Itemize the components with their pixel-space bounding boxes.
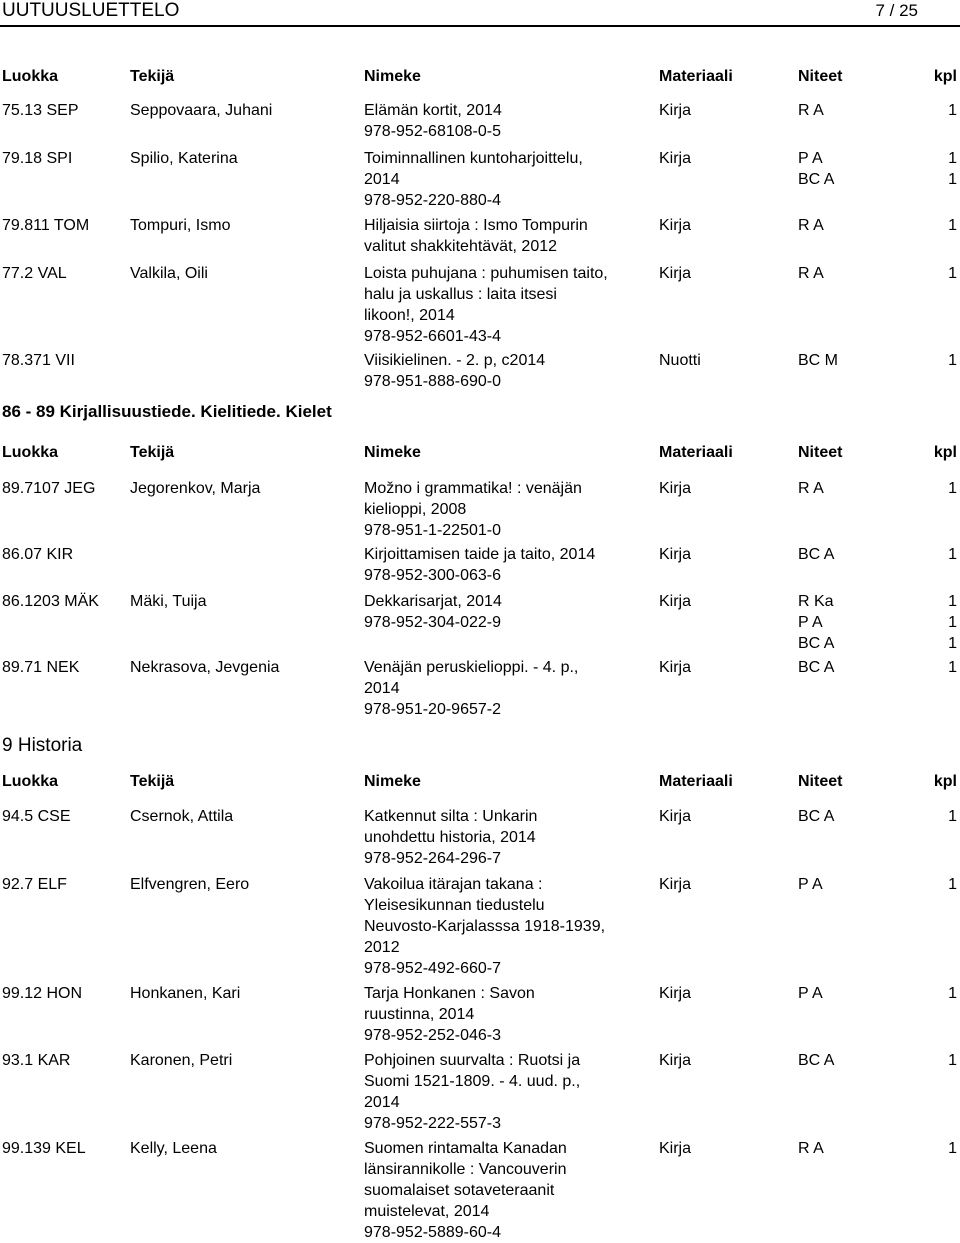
cell-nimeke: [364, 148, 649, 211]
cell-materiaali: Kirja: [659, 480, 692, 497]
kpl-line: 1: [948, 659, 957, 676]
column-header-nimeke: Nimeke: [364, 444, 421, 461]
nimeke-line: Elämän kortit, 2014: [364, 102, 502, 119]
nimeke-line: 2012: [364, 939, 400, 956]
cell-niteet: [798, 350, 838, 371]
nimeke-line: ruustinna, 2014: [364, 1006, 475, 1023]
column-header-niteet: Niteet: [798, 444, 843, 461]
cell-luokka: 89.71 NEK: [2, 659, 80, 676]
cell-kpl: [943, 1050, 957, 1071]
nimeke-line: Katkennut silta : Unkarin: [364, 808, 538, 825]
cell-nimeke: [364, 478, 649, 541]
kpl-line: 1: [948, 171, 957, 188]
nimeke-line: 978-952-492-660-7: [364, 960, 501, 977]
cell-niteet: [798, 591, 834, 654]
cell-materiaali: Kirja: [659, 217, 692, 234]
nimeke-line: 978-952-264-296-7: [364, 850, 501, 867]
kpl-line: 1: [948, 876, 957, 893]
column-header-tekija: Tekijä: [130, 444, 175, 461]
cell-tekija: Seppovaara, Juhani: [130, 102, 273, 119]
niteet-line: BC A: [798, 171, 835, 188]
column-header-tekija: Tekijä: [130, 773, 175, 790]
cell-kpl: [943, 263, 957, 284]
cell-kpl: [943, 806, 957, 827]
cell-niteet: [798, 874, 823, 895]
kpl-line: 1: [948, 1052, 957, 1069]
page-header: [0, 0, 960, 25]
cell-kpl: [943, 1138, 957, 1159]
cell-nimeke: [364, 806, 649, 869]
column-header-materiaali: Materiaali: [659, 68, 733, 85]
niteet-line: BC M: [798, 352, 838, 369]
cell-niteet: [798, 544, 834, 565]
nimeke-line: 978-951-1-22501-0: [364, 522, 501, 539]
kpl-line: 1: [948, 150, 957, 167]
section-title: 9 Historia: [2, 735, 83, 756]
nimeke-line: Suomen rintamalta Kanadan: [364, 1140, 567, 1157]
nimeke-line: 978-952-304-022-9: [364, 614, 501, 631]
nimeke-line: Viisikielinen. - 2. p, c2014: [364, 352, 546, 369]
cell-tekija: Karonen, Petri: [130, 1052, 233, 1069]
cell-nimeke: [364, 215, 649, 257]
kpl-line: 1: [948, 480, 957, 497]
cell-luokka: 94.5 CSE: [2, 808, 71, 825]
nimeke-line: Venäjän peruskielioppi. - 4. p.,: [364, 659, 579, 676]
nimeke-line: 978-952-252-046-3: [364, 1027, 501, 1044]
cell-kpl: [943, 874, 957, 895]
cell-materiaali: Kirja: [659, 985, 692, 1002]
nimeke-line: Hiljaisia siirtoja : Ismo Tompurin: [364, 217, 588, 234]
cell-tekija: Tompuri, Ismo: [130, 217, 231, 234]
cell-tekija: Csernok, Attila: [130, 808, 234, 825]
column-header-luokka: Luokka: [2, 773, 59, 790]
nimeke-line: likoon!, 2014: [364, 307, 455, 324]
niteet-line: BC A: [798, 635, 835, 652]
cell-luokka: 99.139 KEL: [2, 1140, 86, 1157]
niteet-line: R A: [798, 480, 824, 497]
niteet-line: BC A: [798, 1052, 835, 1069]
cell-luokka: 92.7 ELF: [2, 876, 67, 893]
kpl-line: 1: [948, 635, 957, 652]
cell-nimeke: [364, 544, 649, 586]
cell-niteet: [798, 1050, 834, 1071]
kpl-line: 1: [948, 985, 957, 1002]
nimeke-line: 978-952-220-880-4: [364, 192, 501, 209]
column-header-luokka: Luokka: [2, 444, 59, 461]
cell-luokka: 78.371 VII: [2, 352, 75, 369]
cell-luokka: 99.12 HON: [2, 985, 83, 1002]
cell-materiaali: Kirja: [659, 150, 692, 167]
niteet-line: P A: [798, 614, 823, 631]
cell-luokka: 86.1203 MÄK: [2, 593, 99, 610]
nimeke-line: länsirannikolle : Vancouverin: [364, 1161, 567, 1178]
cell-materiaali: Kirja: [659, 265, 692, 282]
kpl-line: 1: [948, 265, 957, 282]
nimeke-line: Dekkarisarjat, 2014: [364, 593, 502, 610]
kpl-line: 1: [948, 217, 957, 234]
niteet-line: R A: [798, 1140, 824, 1157]
page-number: 7 / 25: [875, 1, 918, 20]
cell-kpl: [943, 478, 957, 499]
kpl-line: 1: [948, 808, 957, 825]
column-header-nimeke: Nimeke: [364, 773, 421, 790]
nimeke-line: Tarja Honkanen : Savon: [364, 985, 535, 1002]
nimeke-line: Suomi 1521-1809. - 4. uud. p.,: [364, 1073, 581, 1090]
nimeke-line: 978-952-300-063-6: [364, 567, 501, 584]
nimeke-line: Kirjoittamisen taide ja taito, 2014: [364, 546, 596, 563]
cell-luokka: 79.18 SPI: [2, 150, 73, 167]
niteet-line: BC A: [798, 808, 835, 825]
cell-kpl: [943, 544, 957, 565]
niteet-line: BC A: [798, 659, 835, 676]
nimeke-line: 2014: [364, 171, 400, 188]
niteet-line: R A: [798, 265, 824, 282]
cell-nimeke: [364, 1050, 649, 1134]
nimeke-line: 978-952-6601-43-4: [364, 328, 501, 345]
cell-tekija: Nekrasova, Jevgenia: [130, 659, 280, 676]
cell-tekija: Mäki, Tuija: [130, 593, 207, 610]
cell-kpl: [943, 983, 957, 1004]
nimeke-line: 978-952-68108-0-5: [364, 123, 501, 140]
cell-niteet: [798, 1138, 824, 1159]
niteet-line: P A: [798, 985, 823, 1002]
nimeke-line: 2014: [364, 1094, 400, 1111]
cell-kpl: [943, 100, 957, 121]
cell-materiaali: Kirja: [659, 1140, 692, 1157]
cell-kpl: [943, 148, 957, 190]
header-rule: [0, 25, 960, 27]
niteet-line: P A: [798, 150, 823, 167]
cell-nimeke: [364, 263, 649, 347]
nimeke-line: halu ja uskallus : laita itsesi: [364, 286, 557, 303]
section-title: 86 - 89 Kirjallisuustiede. Kielitiede. Kielet: [2, 402, 332, 421]
nimeke-line: 978-951-20-9657-2: [364, 701, 501, 718]
column-header-luokka: Luokka: [2, 68, 59, 85]
nimeke-line: Možno i grammatika! : venäjän: [364, 480, 582, 497]
cell-kpl: [943, 215, 957, 236]
cell-materiaali: Nuotti: [659, 352, 701, 369]
cell-materiaali: Kirja: [659, 1052, 692, 1069]
nimeke-line: unohdettu historia, 2014: [364, 829, 536, 846]
nimeke-line: muistelevat, 2014: [364, 1203, 490, 1220]
cell-niteet: [798, 215, 824, 236]
cell-tekija: Honkanen, Kari: [130, 985, 241, 1002]
cell-nimeke: [364, 1138, 649, 1243]
cell-nimeke: [364, 874, 649, 979]
nimeke-line: Pohjoinen suurvalta : Ruotsi ja: [364, 1052, 581, 1069]
column-header-materiaali: Materiaali: [659, 444, 733, 461]
column-header-nimeke: Nimeke: [364, 68, 421, 85]
nimeke-line: kielioppi, 2008: [364, 501, 467, 518]
cell-tekija: Spilio, Katerina: [130, 150, 238, 167]
page-title: UUTUUSLUETTELO: [2, 0, 180, 21]
cell-luokka: 93.1 KAR: [2, 1052, 71, 1069]
cell-materiaali: Kirja: [659, 876, 692, 893]
column-header-kpl: kpl: [933, 773, 957, 790]
nimeke-line: Yleisesikunnan tiedustelu: [364, 897, 545, 914]
niteet-line: R Ka: [798, 593, 834, 610]
nimeke-line: 978-952-222-557-3: [364, 1115, 501, 1132]
kpl-line: 1: [948, 593, 957, 610]
nimeke-line: Toiminnallinen kuntoharjoittelu,: [364, 150, 583, 167]
cell-tekija: Valkila, Oili: [130, 265, 208, 282]
cell-niteet: [798, 983, 823, 1004]
cell-nimeke: [364, 983, 649, 1046]
cell-tekija: Kelly, Leena: [130, 1140, 217, 1157]
nimeke-line: suomalaiset sotaveteraanit: [364, 1182, 555, 1199]
column-header-tekija: Tekijä: [130, 68, 175, 85]
cell-nimeke: [364, 350, 649, 392]
nimeke-line: Loista puhujana : puhumisen taito,: [364, 265, 608, 282]
cell-kpl: [943, 591, 957, 654]
cell-luokka: 77.2 VAL: [2, 265, 67, 282]
column-header-kpl: kpl: [933, 444, 957, 461]
nimeke-line: valitut shakkitehtävät, 2012: [364, 238, 558, 255]
cell-materiaali: Kirja: [659, 593, 692, 610]
niteet-line: R A: [798, 217, 824, 234]
niteet-line: BC A: [798, 546, 835, 563]
kpl-line: 1: [948, 102, 957, 119]
kpl-line: 1: [948, 352, 957, 369]
cell-niteet: [798, 100, 824, 121]
cell-nimeke: [364, 657, 649, 720]
column-header-niteet: Niteet: [798, 68, 843, 85]
cell-tekija: Elfvengren, Eero: [130, 876, 250, 893]
cell-tekija: Jegorenkov, Marja: [130, 480, 261, 497]
cell-materiaali: Kirja: [659, 546, 692, 563]
cell-materiaali: Kirja: [659, 102, 692, 119]
cell-niteet: [798, 478, 824, 499]
nimeke-line: Neuvosto-Karjalasssa 1918-1939,: [364, 918, 606, 935]
cell-luokka: 79.811 TOM: [2, 217, 90, 234]
nimeke-line: Vakoilua itärajan takana :: [364, 876, 543, 893]
cell-niteet: [798, 263, 824, 284]
cell-niteet: [798, 657, 834, 678]
cell-materiaali: Kirja: [659, 808, 692, 825]
kpl-line: 1: [948, 546, 957, 563]
cell-nimeke: [364, 591, 649, 633]
cell-luokka: 86.07 KIR: [2, 546, 74, 563]
kpl-line: 1: [948, 614, 957, 631]
niteet-line: R A: [798, 102, 824, 119]
column-header-kpl: kpl: [933, 68, 957, 85]
cell-niteet: [798, 148, 834, 190]
cell-kpl: [943, 657, 957, 678]
kpl-line: 1: [948, 1140, 957, 1157]
column-header-materiaali: Materiaali: [659, 773, 733, 790]
cell-luokka: 75.13 SEP: [2, 102, 79, 119]
cell-nimeke: [364, 100, 649, 142]
cell-niteet: [798, 806, 834, 827]
nimeke-line: 978-951-888-690-0: [364, 373, 501, 390]
column-header-niteet: Niteet: [798, 773, 843, 790]
cell-materiaali: Kirja: [659, 659, 692, 676]
nimeke-line: 978-952-5889-60-4: [364, 1224, 501, 1241]
cell-kpl: [943, 350, 957, 371]
cell-luokka: 89.7107 JEG: [2, 480, 96, 497]
nimeke-line: 2014: [364, 680, 400, 697]
niteet-line: P A: [798, 876, 823, 893]
